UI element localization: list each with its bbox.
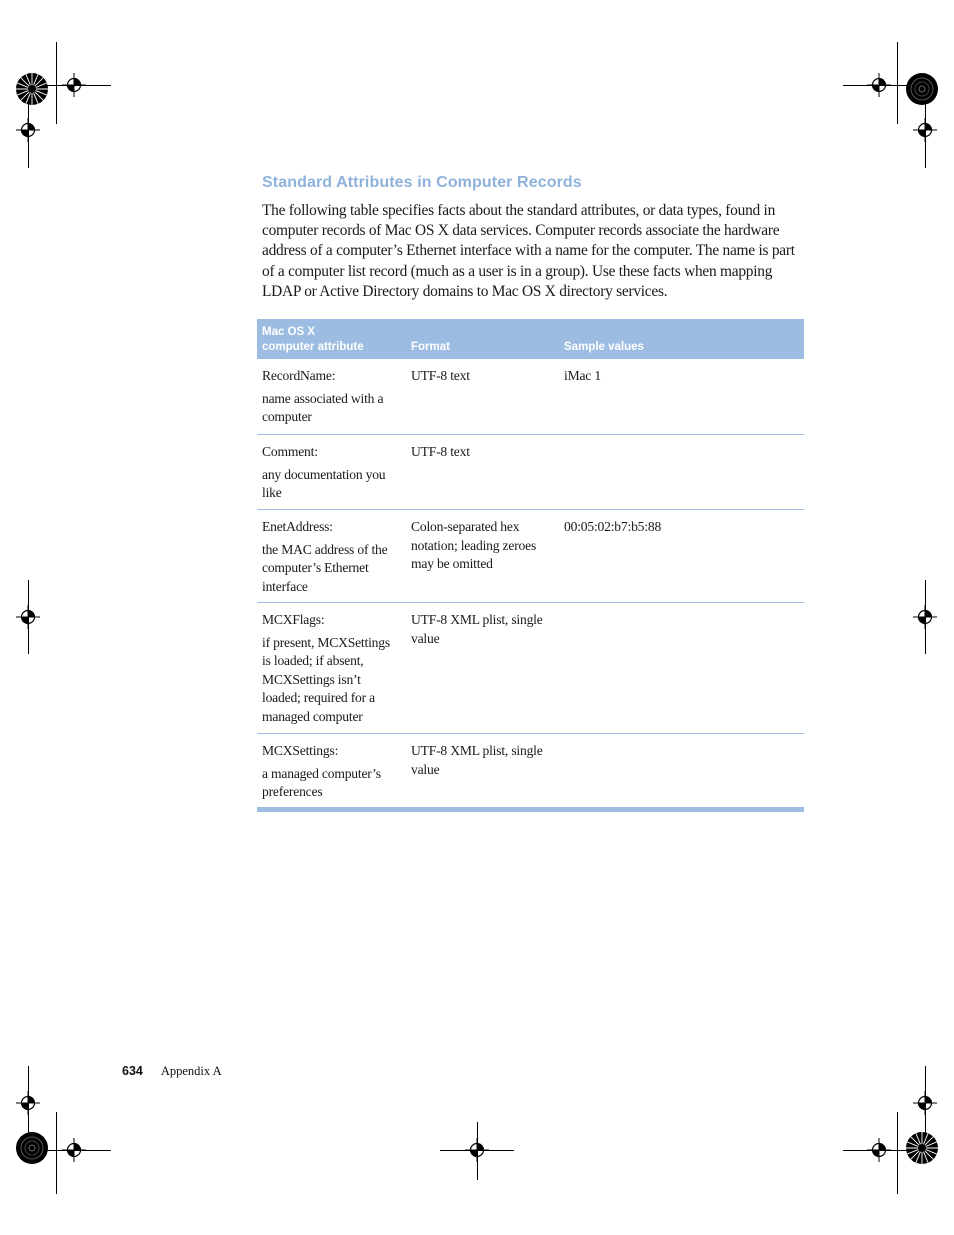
section-title: Standard Attributes in Computer Records — [262, 174, 582, 191]
attribute-cell — [262, 518, 397, 596]
crosshair-icon — [16, 1091, 40, 1115]
attribute-name: EnetAddress: — [262, 519, 333, 534]
crop-line — [897, 1112, 898, 1194]
header-attribute-line1: Mac OS X — [262, 326, 316, 338]
page-footer — [122, 1064, 222, 1079]
crosshair-icon — [913, 605, 937, 629]
attribute-description: name associated with a computer — [262, 390, 384, 425]
intro-paragraph: The following table specifies facts about the standard attributes, or data types, found in computer records of Mac OS X data services. Computer records associate the hardware address of a computer’s Ethernet interface with a name for the computer. The name is part of a computer list record (much as a user is in a group). Use these facts when mapping LDAP or Active Directory domains to Mac OS X directory services. — [262, 202, 795, 300]
starburst-icon — [15, 72, 49, 106]
crosshair-icon — [913, 118, 937, 142]
attribute-name: RecordName: — [262, 368, 336, 383]
sample-cell: 00:05:02:b7:b5:88 — [564, 519, 662, 534]
format-cell: UTF-8 text — [411, 368, 470, 383]
table-row — [257, 734, 804, 807]
table-row — [257, 603, 804, 734]
page-number: 634 — [122, 1064, 143, 1078]
table-row — [257, 435, 804, 510]
header-sample-values: Sample values — [564, 341, 644, 353]
crosshair-icon — [867, 73, 891, 97]
crosshair-icon — [16, 605, 40, 629]
sample-cell: iMac 1 — [564, 368, 601, 383]
attribute-cell — [262, 742, 397, 802]
crosshair-icon — [465, 1138, 489, 1162]
attribute-name: MCXFlags: — [262, 612, 325, 627]
crosshair-icon — [16, 118, 40, 142]
attribute-description: a managed computer’s preferences — [262, 765, 381, 800]
crop-line — [56, 1112, 57, 1194]
crop-line — [56, 42, 57, 124]
table-row — [257, 510, 804, 603]
attribute-name: MCXSettings: — [262, 743, 339, 758]
footer-label: Appendix A — [160, 1064, 222, 1078]
crop-line — [897, 42, 898, 124]
table-row — [257, 359, 804, 435]
attribute-cell — [262, 611, 397, 727]
attribute-description: any documentation you like — [262, 466, 386, 501]
table-bottom-rule — [257, 807, 804, 812]
attribute-name: Comment: — [262, 444, 318, 459]
format-cell: Colon-separated hex notation; leading zeroes may be omitted — [411, 519, 537, 572]
crosshair-icon — [62, 73, 86, 97]
format-cell: UTF-8 XML plist, single value — [411, 612, 543, 646]
header-attribute-line2: computer attribute — [262, 341, 364, 353]
ringburst-icon — [15, 1131, 49, 1165]
attribute-description: if present, MCXSettings is loaded; if absent, MCXSettings isn’t loaded; required for a managed computer — [262, 634, 390, 724]
ringburst-icon — [905, 72, 939, 106]
attribute-description: the MAC address of the computer’s Ethernet interface — [262, 541, 388, 594]
attribute-cell — [262, 367, 397, 427]
crosshair-icon — [62, 1138, 86, 1162]
header-format: Format — [411, 341, 450, 353]
attribute-cell — [262, 443, 397, 503]
header-attribute — [262, 325, 364, 355]
format-cell: UTF-8 XML plist, single value — [411, 743, 543, 777]
crosshair-icon — [913, 1091, 937, 1115]
starburst-icon — [905, 1131, 939, 1165]
attributes-table — [257, 319, 804, 812]
table-header — [257, 319, 804, 359]
format-cell: UTF-8 text — [411, 444, 470, 459]
crosshair-icon — [867, 1138, 891, 1162]
